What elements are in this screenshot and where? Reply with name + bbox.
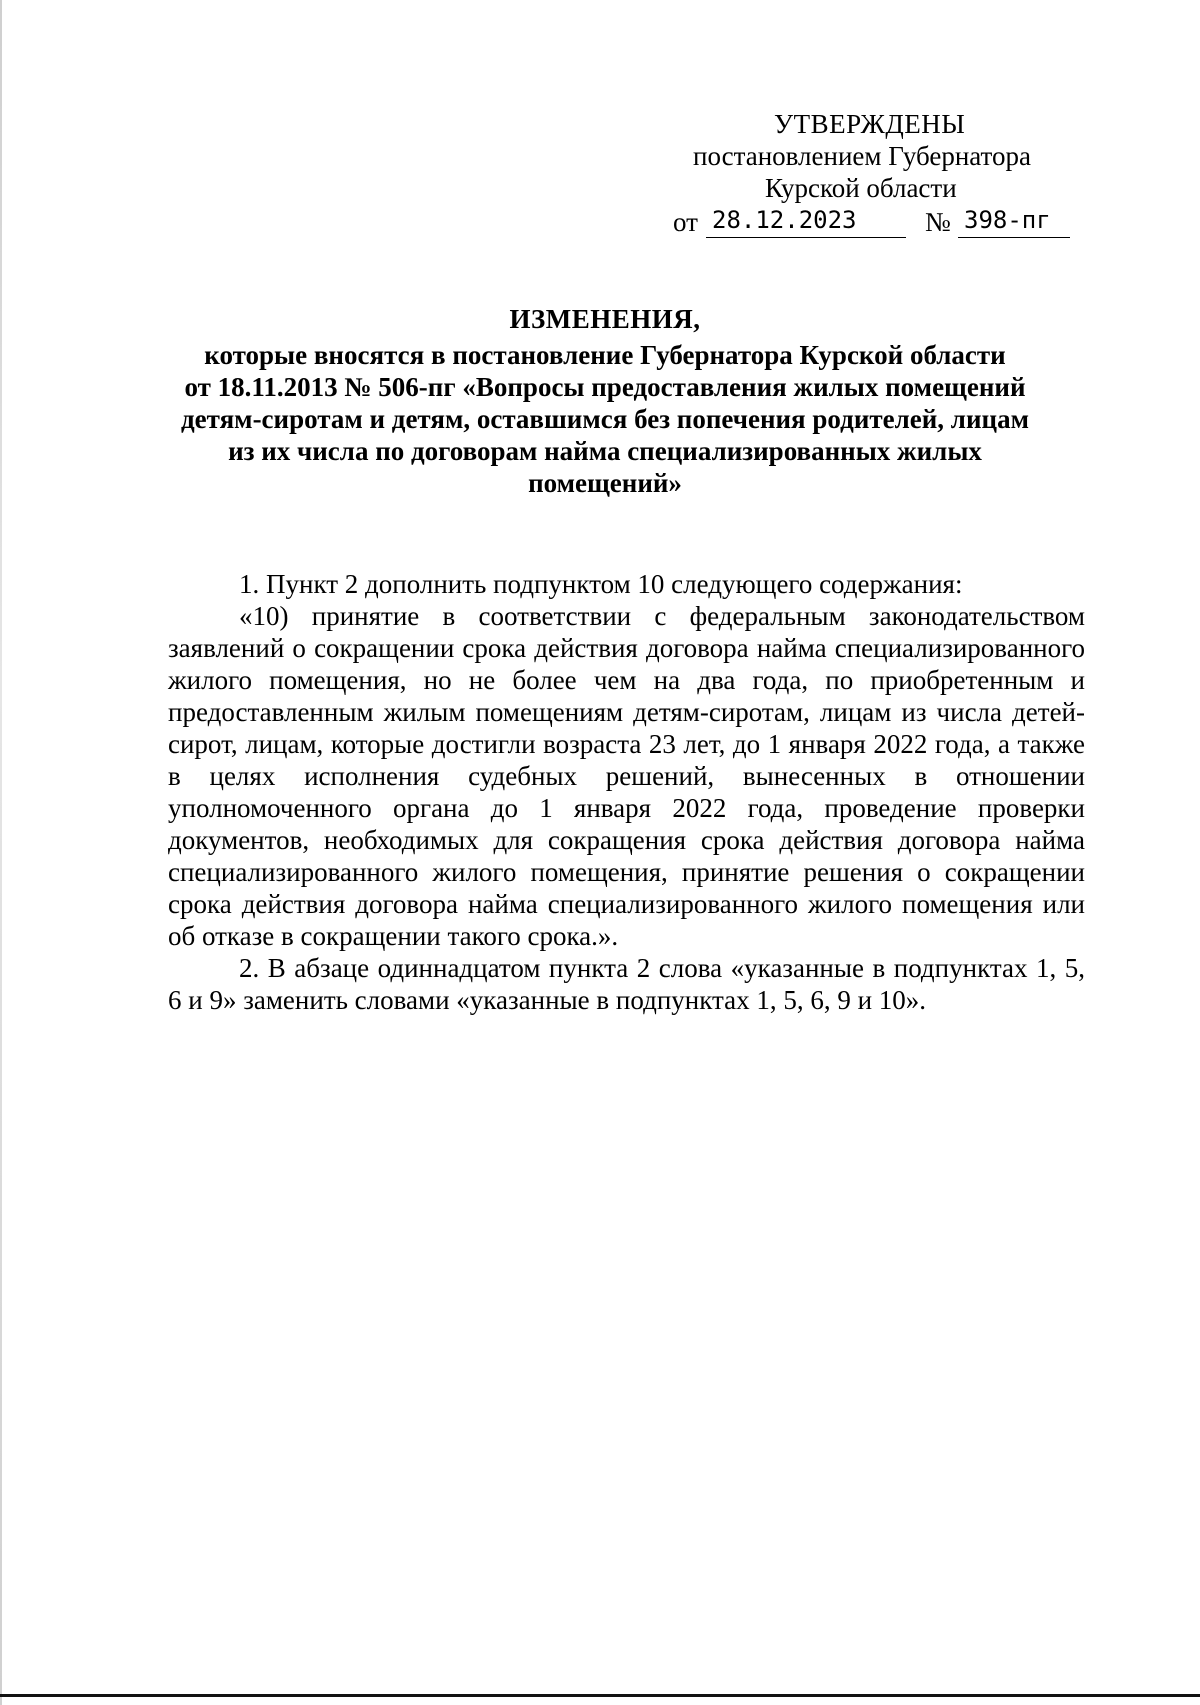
approval-block	[640, 108, 1080, 240]
heading-line: от 18.11.2013 № 506-пг «Вопросы предоставления жилых помещений	[184, 372, 1026, 402]
heading-title: ИЗМЕНЕНИЯ,	[509, 304, 701, 334]
approval-region: Курской области	[765, 173, 957, 203]
approval-number: 398-пг	[958, 204, 1070, 238]
approval-title: УТВЕРЖДЕНЫ	[774, 109, 966, 139]
scan-edge-artifact	[0, 0, 2, 1705]
heading-line: которые вносятся в постановление Губернатора Курской области	[204, 340, 1006, 370]
heading-line: детям-сиротам и детям, оставшимся без попечения родителей, лицам	[181, 404, 1029, 434]
approval-date: 28.12.2023	[706, 204, 906, 238]
approval-date-row	[640, 206, 1080, 240]
approval-number-sign: №	[925, 207, 951, 237]
document-heading	[150, 303, 1060, 499]
body-item-1: 1. Пункт 2 дополнить подпунктом 10 следующего содержания:	[239, 569, 963, 599]
heading-line: из их числа по договорам найма специализированных жилых	[228, 436, 982, 466]
document-body	[168, 568, 1085, 1016]
approval-from-word: от	[673, 207, 698, 237]
heading-line: помещений»	[528, 468, 682, 498]
scan-bottom-border	[0, 1694, 1200, 1697]
approval-by-decree: постановлением Губернатора	[693, 141, 1031, 171]
body-item-2: 2. В абзаце одиннадцатом пункта 2 слова «указанные в подпунктах 1, 5, 6 и 9» заменить словами «указанные в подпунктах 1, 5, 6, 9 и 10».	[168, 953, 1085, 1015]
body-quoted-subitem-10: «10) принятие в соответствии с федеральным законодательством заявлений о сокращении срока действия договора найма специализированного жилого помещения, но не более чем на два года, по приобретенным и предоставленным жилым помещениям детям-сиротам, лицам из числа детей-сирот, лицам, которые достигли возраста 23 лет, до 1 января 2022 года, а также в целях исполнения судебных решений, вынесенных в отношении уполномоченного органа до 1 января 2022 года, проведение проверки документов, необходимых для сокращения срока действия договора найма специализированного жилого помещения, принятие решения о сокращении срока действия договора найма специализированного жилого помещения или об отказе в сокращении такого срока.».	[168, 601, 1085, 951]
